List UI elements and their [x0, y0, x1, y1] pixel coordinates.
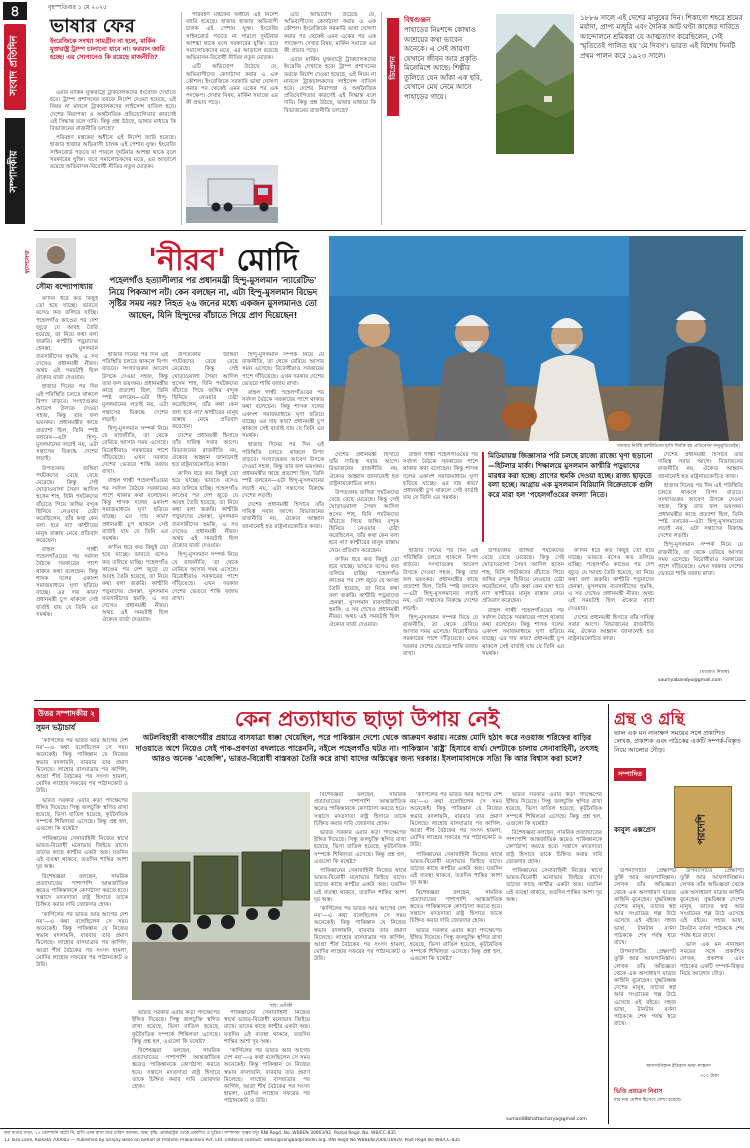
- army-convoy-photo: [132, 792, 310, 1000]
- lead-editorial-col3: এটি অভিযোগ উঠেছে যে, অভিবাসীদের কোণঠাসা করার এ এক কৌশল। ইংরেজিকে সরকারি ভাষা ঘোষণা করার পর থেকেই এমন একের পর এক পদক্ষেপ। দেখার বিষয়, মার্কিন সমাজে এর কী প্রভাব পড়ে। এবার মার্কিন যুক্তরাষ্ট্রে ট্রাকচালকদের ইংরেজি দেখাতে হবে। ট্রাম্প প্রশাসনের তরফে নির্দেশ দেওয়া হয়েছে, এই নিয়ম না মানলে ট্রাকচালকদের লাইসেন্স বাতিল হবে। দেশের নিরাপত্তা ও অর্থনৈতিক প্রতিযোগিতার কারণেই এই সিদ্ধান্ত বলে দাবি। কিন্তু প্রশ্ন উঠছে, ভাষার মাধ্যমে কি বিভাজনের রাজনীতি চলছে?: [284, 12, 376, 114]
- reviewer-note: যার নাম মেশিন হিসেবে লেখা হয়েছে।: [614, 1098, 682, 1103]
- book-price: ৩০০ টাকা: [700, 1074, 719, 1079]
- kashmiri-men-photo: [329, 236, 743, 441]
- article-col1: ক'দিন ধরে কত কিছুই তো হয়ে যাচ্ছে। ভাবতে বসেও কত তলিয়ে যাচ্ছি। পহেলগাঁও কাণ্ডের পর দেশ জুড়ে যে আবহ তৈরি হয়েছে, তা নিয়ে কথা বলা জরুরি। কাশ্মীরি পড়ুয়াদের হেনস্তা, মুসলমান ব্যবসায়ীদের হুমকি, এ সব দেখেও প্রধানমন্ত্রী নীরব। অথচ এই সময়টাই ছিল ঐক্যের বার্তা দেওয়ার। হাজার দিনের পর দিন এই পরিস্থিতি চলতে থাকলে বিপদ বাড়বে। সংখ্যাগুরুর আবেগ উসকে দেওয়া সহজ, কিন্তু তার ফল ভয়ংকর। প্রধানমন্ত্রীর কাছে প্রত্যাশা ছিল, তিনি স্পষ্ট বলবেন—এটা হিন্দু-মুসলমানের লড়াই নয়, এটা সন্ত্রাসের বিরুদ্ধে দেশের লড়াই। উপত্যকায় জঙ্গিরা পর্যটকদের বেছে বেছে মেরেছে। কিন্তু সেই ঘোড়াওয়ালা সৈয়দ আদিল হুসেন শাহ, যিনি পর্যটকদের বাঁচাতে গিয়ে জঙ্গির বন্দুক ছিনিয়ে নেওয়ার চেষ্টা করেছিলেন, তাঁর কথা কেন বলা হবে না? কাশ্মীরের মানুষ রাস্তায় নেমে প্রতিবাদ করেছেন। রাহুল গান্ধী পহেলগাঁওয়ের পর সর্বদল বৈঠকে সরকারের পাশে থাকার কথা বলেছেন। কিন্তু শাসক দলের একাংশ সমাজমাধ্যমে ঘৃণা ছড়িয়ে যাচ্ছে। এর দায় কার? প্রধানমন্ত্রী চুপ থাকলে সেই বার্তাই যায় যে তিনি এর সমর্থক।: [36, 296, 98, 618]
- book-review-footer: আফগানিস্তান ইতিহাস সময় সংস্করণ: [645, 1064, 711, 1069]
- second-col2: ভারত সরকার এবার কড়া পদক্ষেপের ইঙ্গিত দিয়েছে। সিন্ধু জলচুক্তি স্থগিত রাখা হয়েছে, ভিসা বাতিল হয়েছে, কূটনৈতিক সম্পর্কে শিথিলতা এসেছে। কিন্তু প্রশ্ন হল, এগুলো কি যথেষ্ট? বিশেষজ্ঞরা বলছেন, সামরিক প্রত্যাঘাতের পাশাপাশি আন্তর্জাতিক স্তরেও পাকিস্তানকে কোণঠাসা করতে হবে। সন্ত্রাসে মদতদাতা রাষ্ট্র হিসাবে তাকে চিহ্নিত করার দাবি জোরদার হোক।: [132, 1010, 220, 1091]
- paper-name: সংবাদ প্রতিদিন: [8, 35, 20, 96]
- lead-editorial-headline: ভাষার ফের: [50, 15, 135, 37]
- second-col3: পাকিস্তানের সেনাবাহিনী নিজের স্বার্থে ভারত-বিরোধী মনোভাব জিইয়ে রাখে। তাদের কাছে কাশ্মীর একটা অস্ত্র। যতদিন এই ব্যবস্থা থাকবে, ততদিন শান্তির আশা দূর অস্ত। 'কার্গিলের পর ভারত আর আগের দেশ নয়'—এ কথা বলেছিলেন সে সময় অনেকেই। কিন্তু পাকিস্তান যে নিজের স্বভাব বদলায়নি, বারবার তার প্রমাণ মিলেছে। লাহোর বাসযাত্রার পর কার্গিল, আগ্রা শীর্ষ বৈঠকের পর সংসদ হামলা, মোদির লাহোর সফরের পর পাঠানকোট ও উরি।: [224, 1010, 310, 1105]
- side-feature-label: বিশ্বগুঞ্জন: [404, 16, 431, 24]
- article-col3: উপত্যকায় জঙ্গিরা পর্যটকদের বেছে বেছে মেরেছে। কিন্তু সেই ঘোড়াওয়ালা সৈয়দ আদিল হুসেন শাহ, যিনি পর্যটকদের বাঁচাতে গিয়ে জঙ্গির বন্দুক ছিনিয়ে নেওয়ার চেষ্টা করেছিলেন, তাঁর কথা কেন বলা হবে না? কাশ্মীরের মানুষ রাস্তায় নেমে প্রতিবাদ করেছেন। দেশের প্রধানমন্ত্রী হিসাবে তাঁর দায়িত্ব সবার আগে। বিভাজনের রাজনীতি নয়, ঐক্যের আহ্বান জানানোই হত রাষ্ট্রনায়কোচিত কাজ। ক'দিন ধরে কত কিছুই তো হয়ে যাচ্ছে। ভাবতে বসেও কত তলিয়ে যাচ্ছি। পহেলগাঁও কাণ্ডের পর দেশ জুড়ে যে আবহ তৈরি হয়েছে, তা নিয়ে কথা বলা জরুরি। কাশ্মীরি পড়ুয়াদের হেনস্তা, মুসলমান ব্যবসায়ীদের হুমকি, এ সব দেখেও প্রধানমন্ত্রী নীরব। অথচ এই সময়টাই ছিল ঐক্যের বার্তা দেওয়ার। হিন্দু-মুসলমান সম্পর্ক নিয়ে যে রাজনীতি, তা থেকে বেরিয়ে আসার সময় এসেছে। বিরোধীরাও সরকারের পাশে দাঁড়িয়েছে। এখন দরকার দেশের ভেতরে শান্তি বজায় রাখা।: [172, 352, 238, 602]
- paper-logo: [4, 24, 26, 110]
- second-col4: বিশেষজ্ঞরা বলছেন, সামরিক প্রত্যাঘাতের পাশাপাশি আন্তর্জাতিক স্তরেও পাকিস্তানকে কোণঠাসা করতে হবে। সন্ত্রাসে মদতদাতা রাষ্ট্র হিসাবে তাকে চিহ্নিত করার দাবি জোরদার হোক। ভারত সরকার এবার কড়া পদক্ষেপের ইঙ্গিত দিয়েছে। সিন্ধু জলচুক্তি স্থগিত রাখা হয়েছে, ভিসা বাতিল হয়েছে, কূটনৈতিক সম্পর্কে শিথিলতা এসেছে। কিন্তু প্রশ্ন হল, এগুলো কি যথেষ্ট? পাকিস্তানের সেনাবাহিনী নিজের স্বার্থে ভারত-বিরোধী মনোভাব জিইয়ে রাখে। তাদের কাছে কাশ্মীর একটা অস্ত্র। যতদিন এই ব্যবস্থা থাকবে, ততদিন শান্তির আশা দূর অস্ত। 'কার্গিলের পর ভারত আর আগের দেশ নয়'—এ কথা বলেছিলেন সে সময় অনেকেই। কিন্তু পাকিস্তান যে নিজের স্বভাব বদলায়নি, বারবার তার প্রমাণ মিলেছে। লাহোর বাসযাত্রার পর কার্গিল, আগ্রা শীর্ষ বৈঠকের পর সংসদ হামলা, মোদির লাহোর সফরের পর পাঠানকোট ও উরি।: [314, 792, 406, 963]
- book-review-col1: উপন্যাসটির প্রেক্ষাপট তুর্কি আর আফগানিস্তান। লেখক তাঁর অভিজ্ঞতা থেকে এক অসাধারণ যাত্রার কাহিনি বুনেছেন। যুদ্ধবিধ্বস্ত দেশের মানুষ, তাদের স্বপ্ন আর সংগ্রামের গল্প উঠে এসেছে এই বইয়ে। সহজ ভাষা, টানটান বর্ণনা পাঠককে শেষ পর্যন্ত ধরে রাখে। উপন্যাসটির প্রেক্ষাপট তুর্কি আর আফগানিস্তান। লেখক তাঁর অভিজ্ঞতা থেকে এক অসাধারণ যাত্রার কাহিনি বুনেছেন। যুদ্ধবিধ্বস্ত দেশের মানুষ, তাদের স্বপ্ন আর সংগ্রামের গল্প উঠে এসেছে এই বইয়ে। সহজ ভাষা, টানটান বর্ণনা পাঠককে শেষ পর্যন্ত ধরে রাখে।: [614, 868, 676, 1028]
- footer-line2: 13 Tara Lane, Kolkata 700003 — Published by Srinjay Bose on behalf of Pratidin Prakashani Pvt. Ltd. Editorial contact: editor@sangbadpratidin.org. RNI Regd No WBBEN/2006/16929, Post Regd No WB/CC-835: [4, 1138, 460, 1143]
- lead-editorial-col2: পরিবহণ মন্ত্রকের অধীনে এই নির্দেশ জারি হয়েছে। হাজার হাজার অভিবাসী চালক এই পেশায় যুক্ত। ইংরেজি সাইনবোর্ড পড়তে না পারলে দুর্ঘটনার আশঙ্কা থাকে বলে সরকারের যুক্তি। তবে সমালোচকদের মতে, এর আড়ালে রয়েছে অভিবাসন-বিরোধী নীতির নতুন মোড়ক। এটি অভিযোগ উঠেছে যে, অভিবাসীদের কোণঠাসা করার এ এক কৌশল। ইংরেজিকে সরকারি ভাষা ঘোষণা করার পর থেকেই এমন একের পর এক পদক্ষেপ। দেখার বিষয়, মার্কিন সমাজে এর কী প্রভাব পড়ে।: [186, 12, 278, 107]
- date-line: বৃহস্পতিবার ১ মে ২০২৫: [48, 4, 107, 11]
- side-feature-tag: ডিপ্রেশন: [387, 18, 399, 116]
- second-editorial-deck: অটলবিহারী বাজপেয়ীর প্রয়াত্রে বাসযাত্রা ধাক্কা খেয়েছিল, পরে পাকিস্তান দেশ্যে থেকে আক্রমণ করায়। নরেন্দ্র মোদি হঠাৎ করে নওয়াজ শরিফের বাড়ির দাওয়াতে অশে নিয়েও সেই পাক-প্রবণতা বদলাতে পারেননি, নইলে পহেলগাঁও ঘটত না। পাকিস্তান 'রাষ্ট্র' হিসাবে ব্যর্থ। দেশটাকে চালায় সেনাবাহিনী, তৎসহ আরও অনেক 'এজেন্সি', ভারত-বিরোধী বাস্তবতা তৈরি করে রাখা যাদের অস্তিত্বের জন্য দরকার। ইসলামাবাদকে সত্যি কি আর বিশ্বাস করা চলে?: [135, 733, 599, 764]
- section-vertical: সম্পাদকীয়: [5, 118, 25, 224]
- truck-image: [186, 165, 278, 223]
- masthead: [0, 0, 30, 228]
- side-feature-text2: ১৮৮৬ সালে এই দেশের মানুষের দিন। শিকাগো শহরে শ্রমের মর্যাদা, প্রাপ্য মজুরি এবং দৈনিক আট ঘণ্টা কাজের দাবিতে আন্দোলনে শ্রমিকরা যে আত্মত্যাগ করেছিলেন, সেই স্মৃতিতেই পালিত হয় 'মে দিবস'। ভারত এই বিশেষ দিনটি প্রথম পালন করে ১৯২৩ সালে।: [580, 14, 743, 60]
- article-deck: পহেলগাঁও হত্যালীলার পর প্রধানমন্ত্রী হিন্দু-মুসলমান 'ন্যারেটিভ' নিয়ে পিকআপ নট। কেন বলছেন না, এটা হিন্দু-মুসলমান বিভেদ সৃষ্টির সময় নয়? নিহত ২৬ জনের মধ্যে একজন মুসলমানও তো আছেন, যিনি হিন্দুদের বাঁচাতে গিয়ে প্রাণ দিয়েছেন!: [108, 275, 318, 320]
- footer-line1: কল ব্যথার গাড়া, ১০ কোম্পানি অটো নি, হাসি এমন রাখা আর চারিস বর্তমান, অন্ত: বৃদ্ধি, প্রাক্তরাষ্ট্রক থেকে প্রকাশিত ও মুদ্রিত। সম্পাদক: সৃঞ্জয় বসু। RNI Regd. No. WBBEN 30663/92. Postal Regd. No. WB/CC-835: [4, 1131, 396, 1136]
- book-review-intro: ভাল এক মন নানাক্ষণ সময়ের সঙ্গে প্রকাশিত লেখক, প্রকাশক এবং পাঠকের একটি সম্পর্ক-বিস্তৃত নিয়ে আলোর দৌড়।: [614, 729, 741, 754]
- title-rest: মোদি: [236, 243, 299, 278]
- article-col5: দেশের প্রধানমন্ত্রী হিসাবে তাঁর দায়িত্ব সবার আগে। বিভাজনের রাজনীতি নয়, ঐক্যের আহ্বান জানানোই হত রাষ্ট্রনায়কোচিত কাজ। উপত্যকায় জঙ্গিরা পর্যটকদের বেছে বেছে মেরেছে। কিন্তু সেই ঘোড়াওয়ালা সৈয়দ আদিল হুসেন শাহ, যিনি পর্যটকদের বাঁচাতে গিয়ে জঙ্গির বন্দুক ছিনিয়ে নেওয়ার চেষ্টা করেছিলেন, তাঁর কথা কেন বলা হবে না? কাশ্মীরের মানুষ রাস্তায় নেমে প্রতিবাদ করেছেন। ক'দিন ধরে কত কিছুই তো হয়ে যাচ্ছে। ভাবতে বসেও কত তলিয়ে যাচ্ছি। পহেলগাঁও কাণ্ডের পর দেশ জুড়ে যে আবহ তৈরি হয়েছে, তা নিয়ে কথা বলা জরুরি। কাশ্মীরি পড়ুয়াদের হেনস্তা, মুসলমান ব্যবসায়ীদের হুমকি, এ সব দেখেও প্রধানমন্ত্রী নীরব। অথচ এই সময়টাই ছিল ঐক্যের বার্তা দেওয়ার।: [329, 452, 399, 628]
- reviewer-name: ভিত্তি প্রয়াত্রন নিবাস: [614, 1088, 663, 1095]
- article-col6: রাহুল গান্ধী পহেলগাঁওয়ের পর সর্বদল বৈঠকে সরকারের পাশে থাকার কথা বলেছেন। কিন্তু শাসক দলের একাংশ সমাজমাধ্যমে ঘৃণা ছড়িয়ে যাচ্ছে। এর দায় কার? প্রধানমন্ত্রী চুপ থাকলে সেই বার্তাই যায় যে তিনি এর সমর্থক।: [403, 452, 478, 502]
- vertical-tag: স্বদেশলেখা: [25, 250, 31, 274]
- book-review-col2: উপন্যাসটির প্রেক্ষাপট তুর্কি আর আফগানিস্তান। লেখক তাঁর অভিজ্ঞতা থেকে এক অসাধারণ যাত্রার কাহিনি বুনেছেন। যুদ্ধবিধ্বস্ত দেশের মানুষ, তাদের স্বপ্ন আর সংগ্রামের গল্প উঠে এসেছে এই বইয়ে। সহজ ভাষা, টানটান বর্ণনা পাঠককে শেষ পর্যন্ত ধরে রাখে। ভাল এক মন নানাক্ষণ সময়ের সঙ্গে প্রকাশিত লেখক, প্রকাশক এবং পাঠকের একটি সম্পর্ক-বিস্তৃত নিয়ে আলোর দৌড়।: [680, 868, 744, 977]
- book-cover-title: পরদেশি: [696, 814, 708, 845]
- second-email: suman08bhattacharya@gmail.com: [506, 1117, 587, 1122]
- photo-credit: ছবি: প্রতীকী: [270, 1004, 293, 1009]
- article-col7: হাজার দিনের পর দিন এই পরিস্থিতি চলতে থাকলে বিপদ বাড়বে। সংখ্যাগুরুর আবেগ উসকে দেওয়া সহজ, কিন্তু তার ফল ভয়ংকর। প্রধানমন্ত্রীর কাছে প্রত্যাশা ছিল, তিনি স্পষ্ট বলবেন—এটা হিন্দু-মুসলমানের লড়াই নয়, এটা সন্ত্রাসের বিরুদ্ধে দেশের লড়াই। হিন্দু-মুসলমান সম্পর্ক নিয়ে যে রাজনীতি, তা থেকে বেরিয়ে আসার সময় এসেছে। বিরোধীরাও সরকারের পাশে দাঁড়িয়েছে। এখন দরকার দেশের ভেতরে শান্তি বজায় রাখা।: [403, 548, 478, 657]
- book-title: কাবুল এক্সপ্রেস: [614, 826, 656, 834]
- title-quoted-word: 'নীরব': [148, 243, 227, 278]
- article-col9: ক'দিন ধরে কত কিছুই তো হয়ে যাচ্ছে। ভাবতে বসেও কত তলিয়ে যাচ্ছি। পহেলগাঁও কাণ্ডের পর দেশ জুড়ে যে আবহ তৈরি হয়েছে, তা নিয়ে কথা বলা জরুরি। কাশ্মীরি পড়ুয়াদের হেনস্তা, মুসলমান ব্যবসায়ীদের হুমকি, এ সব দেখেও প্রধানমন্ত্রী নীরব। অথচ এই সময়টাই ছিল ঐক্যের বার্তা দেওয়ার। দেশের প্রধানমন্ত্রী হিসাবে তাঁর দায়িত্ব সবার আগে। বিভাজনের রাজনীতি নয়, ঐক্যের আহ্বান জানানোই হত রাষ্ট্রনায়কোচিত কাজ।: [568, 548, 654, 643]
- second-editorial-label: উত্তর সম্পাদকীয় ২: [34, 708, 99, 722]
- second-col1: 'কার্গিলের পর ভারত আর আগের দেশ নয়'—এ কথা বলেছিলেন সে সময় অনেকেই। কিন্তু পাকিস্তান যে নিজের স্বভাব বদলায়নি, বারবার তার প্রমাণ মিলেছে। লাহোর বাসযাত্রার পর কার্গিল, আগ্রা শীর্ষ বৈঠকের পর সংসদ হামলা, মোদির লাহোর সফরের পর পাঠানকোট ও উরি। ভারত সরকার এবার কড়া পদক্ষেপের ইঙ্গিত দিয়েছে। সিন্ধু জলচুক্তি স্থগিত রাখা হয়েছে, ভিসা বাতিল হয়েছে, কূটনৈতিক সম্পর্কে শিথিলতা এসেছে। কিন্তু প্রশ্ন হল, এগুলো কি যথেষ্ট? পাকিস্তানের সেনাবাহিনী নিজের স্বার্থে ভারত-বিরোধী মনোভাব জিইয়ে রাখে। তাদের কাছে কাশ্মীর একটা অস্ত্র। যতদিন এই ব্যবস্থা থাকবে, ততদিন শান্তির আশা দূর অস্ত। বিশেষজ্ঞরা বলছেন, সামরিক প্রত্যাঘাতের পাশাপাশি আন্তর্জাতিক স্তরেও পাকিস্তানকে কোণঠাসা করতে হবে। সন্ত্রাসে মদতদাতা রাষ্ট্র হিসাবে তাকে চিহ্নিত করার দাবি জোরদার হোক। 'কার্গিলের পর ভারত আর আগের দেশ নয়'—এ কথা বলেছিলেন সে সময় অনেকেই। কিন্তু পাকিস্তান যে নিজের স্বভাব বদলায়নি, বারবার তার প্রমাণ মিলেছে। লাহোর বাসযাত্রার পর কার্গিল, আগ্রা শীর্ষ বৈঠকের পর সংসদ হামলা, মোদির লাহোর সফরের পর পাঠানকোট ও উরি।: [36, 738, 128, 969]
- article-col4: হিন্দু-মুসলমান সম্পর্ক নিয়ে যে রাজনীতি, তা থেকে বেরিয়ে আসার সময় এসেছে। বিরোধীরাও সরকারের পাশে দাঁড়িয়েছে। এখন দরকার দেশের ভেতরে শান্তি বজায় রাখা। রাহুল গান্ধী পহেলগাঁওয়ের পর সর্বদল বৈঠকে সরকারের পাশে থাকার কথা বলেছেন। কিন্তু শাসক দলের একাংশ সমাজমাধ্যমে ঘৃণা ছড়িয়ে যাচ্ছে। এর দায় কার? প্রধানমন্ত্রী চুপ থাকলে সেই বার্তাই যায় যে তিনি এর সমর্থক। হাজার দিনের পর দিন এই পরিস্থিতি চলতে থাকলে বিপদ বাড়বে। সংখ্যাগুরুর আবেগ উসকে দেওয়া সহজ, কিন্তু তার ফল ভয়ংকর। প্রধানমন্ত্রীর কাছে প্রত্যাশা ছিল, তিনি স্পষ্ট বলবেন—এটা হিন্দু-মুসলমানের লড়াই নয়, এটা সন্ত্রাসের বিরুদ্ধে দেশের লড়াই। দেশের প্রধানমন্ত্রী হিসাবে তাঁর দায়িত্ব সবার আগে। বিভাজনের রাজনীতি নয়, ঐক্যের আহ্বান জানানোই হত রাষ্ট্রনায়কোচিত কাজ।: [242, 352, 324, 530]
- page-number: ৪: [3, 2, 27, 20]
- photo-caption: বারবার নির্বিষ্ট কাশ্মীরিদের হাসি নির্বাক হয় প্রতিবেদন অনুভূতিতেইম্।: [617, 444, 740, 449]
- article-byline: সৌম্য বন্দ্যোপাধ্যায়: [36, 282, 93, 291]
- lead-editorial-col1: এবার মার্কিন যুক্তরাষ্ট্রে ট্রাকচালকদের ইংরেজি দেখাতে হবে। ট্রাম্প প্রশাসনের তরফে নির্দেশ দেওয়া হয়েছে, এই নিয়ম না মানলে ট্রাকচালকদের লাইসেন্স বাতিল হবে। দেশের নিরাপত্তা ও অর্থনৈতিক প্রতিযোগিতার কারণেই এই সিদ্ধান্ত বলে দাবি। কিন্তু প্রশ্ন উঠছে, ভাষার মাধ্যমে কি বিভাজনের রাজনীতি চলছে? পরিবহণ মন্ত্রকের অধীনে এই নির্দেশ জারি হয়েছে। হাজার হাজার অভিবাসী চালক এই পেশায় যুক্ত। ইংরেজি সাইনবোর্ড পড়তে না পারলে দুর্ঘটনার আশঙ্কা থাকে বলে সরকারের যুক্তি। তবে সমালোচকদের মতে, এর আড়ালে রয়েছে অভিবাসন-বিরোধী নীতির নতুন মোড়ক।: [50, 90, 176, 171]
- pull-quote: মিডিয়ায়স্ত জিজ্ঞাসার পরি চলছে রাজ্যে রাজ্যে ঘৃণা ছড়ানো—হিটলার মার্কা। শিক্ষালয়ে মুসলমান কাশ্মীরি পড়ুয়াদের মারধর করা হচ্ছে। প্রাণের হুমকি দেওয়া হচ্ছে। রাজ্য ছাড়তে বলা হচ্ছে। আগ্রায় এক মুসলমান বিরিয়ানি বিক্রেতাকে গুলি করে মারা হল 'পহেলগাঁওয়ের বদলা' নিতে।: [482, 452, 654, 542]
- book-review-title: গ্রন্থ ও গ্রন্থি: [614, 709, 685, 728]
- signoff: (মতামত নিজস্ব): [700, 670, 730, 675]
- second-editorial-byline: সুমন ভট্টাচার্য: [36, 723, 76, 732]
- second-col5: 'কার্গিলের পর ভারত আর আগের দেশ নয়'—এ কথা বলেছিলেন সে সময় অনেকেই। কিন্তু পাকিস্তান যে নিজের স্বভাব বদলায়নি, বারবার তার প্রমাণ মিলেছে। লাহোর বাসযাত্রার পর কার্গিল, আগ্রা শীর্ষ বৈঠকের পর সংসদ হামলা, মোদির লাহোর সফরের পর পাঠানকোট ও উরি। পাকিস্তানের সেনাবাহিনী নিজের স্বার্থে ভারত-বিরোধী মনোভাব জিইয়ে রাখে। তাদের কাছে কাশ্মীর একটা অস্ত্র। যতদিন এই ব্যবস্থা থাকবে, ততদিন শান্তির আশা দূর অস্ত। বিশেষজ্ঞরা বলছেন, সামরিক প্রত্যাঘাতের পাশাপাশি আন্তর্জাতিক স্তরেও পাকিস্তানকে কোণঠাসা করতে হবে। সন্ত্রাসে মদতদাতা রাষ্ট্র হিসাবে তাকে চিহ্নিত করার দাবি জোরদার হোক। ভারত সরকার এবার কড়া পদক্ষেপের ইঙ্গিত দিয়েছে। সিন্ধু জলচুক্তি স্থগিত রাখা হয়েছে, ভিসা বাতিল হয়েছে, কূটনৈতিক সম্পর্কে শিথিলতা এসেছে। কিন্তু প্রশ্ন হল, এগুলো কি যথেষ্ট?: [410, 792, 502, 963]
- author-photo: [36, 238, 76, 278]
- book-review-tag: সম্পাদিত: [614, 768, 646, 781]
- article-col8: উপত্যকায় জঙ্গিরা পর্যটকদের বেছে বেছে মেরেছে। কিন্তু সেই ঘোড়াওয়ালা সৈয়দ আদিল হুসেন শাহ, যিনি পর্যটকদের বাঁচাতে গিয়ে জঙ্গির বন্দুক ছিনিয়ে নেওয়ার চেষ্টা করেছিলেন, তাঁর কথা কেন বলা হবে না? কাশ্মীরের মানুষ রাস্তায় নেমে প্রতিবাদ করেছেন। রাহুল গান্ধী পহেলগাঁওয়ের পর সর্বদল বৈঠকে সরকারের পাশে থাকার কথা বলেছেন। কিন্তু শাসক দলের একাংশ সমাজমাধ্যমে ঘৃণা ছড়িয়ে যাচ্ছে। এর দায় কার? প্রধানমন্ত্রী চুপ থাকলে সেই বার্তাই যায় যে তিনি এর সমর্থক।: [482, 548, 564, 657]
- author-email: saumyabandyo@gmail.com: [658, 678, 722, 683]
- article-col10: দেশের প্রধানমন্ত্রী হিসাবে তাঁর দায়িত্ব সবার আগে। বিভাজনের রাজনীতি নয়, ঐক্যের আহ্বান জানানোই হত রাষ্ট্রনায়কোচিত কাজ। হাজার দিনের পর দিন এই পরিস্থিতি চলতে থাকলে বিপদ বাড়বে। সংখ্যাগুরুর আবেগ উসকে দেওয়া সহজ, কিন্তু তার ফল ভয়ংকর। প্রধানমন্ত্রীর কাছে প্রত্যাশা ছিল, তিনি স্পষ্ট বলবেন—এটা হিন্দু-মুসলমানের লড়াই নয়, এটা সন্ত্রাসের বিরুদ্ধে দেশের লড়াই। হিন্দু-মুসলমান সম্পর্ক নিয়ে যে রাজনীতি, তা থেকে বেরিয়ে আসার সময় এসেছে। বিরোধীরাও সরকারের পাশে দাঁড়িয়েছে। এখন দরকার দেশের ভেতরে শান্তি বজায় রাখা।: [658, 452, 743, 578]
- book-cover: [674, 786, 732, 868]
- side-feature-text: পাহাড়ের নিঃশব্দে কোথাও আশ্রয়ের কথা ভাবেন অনেকে। এ সেই জায়গা যেখানে জীবন আর প্রকৃতি মিলেমিশে আছে। শিল্পীর তুলিতে যেন আঁকা এক ছবি, যেখানে মেঘ নেমে আসে পাহাড়ের গায়ে।: [404, 26, 483, 101]
- mountain-photo: [496, 14, 574, 154]
- lead-editorial-deck: ইংরেজিকে সংখ্যা সামগ্রীন না হলে, মার্কিন যুক্তরাষ্ট্র ট্রাম্প চালানো যাবে না। ফরমান জারি হচ্ছে। এর সোপানেও কি রয়েছে রাজনীতি?: [50, 38, 165, 61]
- article-col2: হাজার দিনের পর দিন এই পরিস্থিতি চলতে থাকলে বিপদ বাড়বে। সংখ্যাগুরুর আবেগ উসকে দেওয়া সহজ, কিন্তু তার ফল ভয়ংকর। প্রধানমন্ত্রীর কাছে প্রত্যাশা ছিল, তিনি স্পষ্ট বলবেন—এটা হিন্দু-মুসলমানের লড়াই নয়, এটা সন্ত্রাসের বিরুদ্ধে দেশের লড়াই। হিন্দু-মুসলমান সম্পর্ক নিয়ে যে রাজনীতি, তা থেকে বেরিয়ে আসার সময় এসেছে। বিরোধীরাও সরকারের পাশে দাঁড়িয়েছে। এখন দরকার দেশের ভেতরে শান্তি বজায় রাখা। রাহুল গান্ধী পহেলগাঁওয়ের পর সর্বদল বৈঠকে সরকারের পাশে থাকার কথা বলেছেন। কিন্তু শাসক দলের একাংশ সমাজমাধ্যমে ঘৃণা ছড়িয়ে যাচ্ছে। এর দায় কার? প্রধানমন্ত্রী চুপ থাকলে সেই বার্তাই যায় যে তিনি এর সমর্থক। ক'দিন ধরে কত কিছুই তো হয়ে যাচ্ছে। ভাবতে বসেও কত তলিয়ে যাচ্ছি। পহেলগাঁও কাণ্ডের পর দেশ জুড়ে যে আবহ তৈরি হয়েছে, তা নিয়ে কথা বলা জরুরি। কাশ্মীরি পড়ুয়াদের হেনস্তা, মুসলমান ব্যবসায়ীদের হুমকি, এ সব দেখেও প্রধানমন্ত্রী নীরব। অথচ এই সময়টাই ছিল ঐক্যের বার্তা দেওয়ার।: [102, 352, 168, 624]
- second-editorial-headline: কেন প্রত্যাঘাত ছাড়া উপায় নেই: [234, 707, 500, 731]
- second-col6: ভারত সরকার এবার কড়া পদক্ষেপের ইঙ্গিত দিয়েছে। সিন্ধু জলচুক্তি স্থগিত রাখা হয়েছে, ভিসা বাতিল হয়েছে, কূটনৈতিক সম্পর্কে শিথিলতা এসেছে। কিন্তু প্রশ্ন হল, এগুলো কি যথেষ্ট? বিশেষজ্ঞরা বলছেন, সামরিক প্রত্যাঘাতের পাশাপাশি আন্তর্জাতিক স্তরেও পাকিস্তানকে কোণঠাসা করতে হবে। সন্ত্রাসে মদতদাতা রাষ্ট্র হিসাবে তাকে চিহ্নিত করার দাবি জোরদার হোক। পাকিস্তানের সেনাবাহিনী নিজের স্বার্থে ভারত-বিরোধী মনোভাব জিইয়ে রাখে। তাদের কাছে কাশ্মীর একটা অস্ত্র। যতদিন এই ব্যবস্থা থাকবে, ততদিন শান্তির আশা দূর অস্ত।: [506, 792, 602, 903]
